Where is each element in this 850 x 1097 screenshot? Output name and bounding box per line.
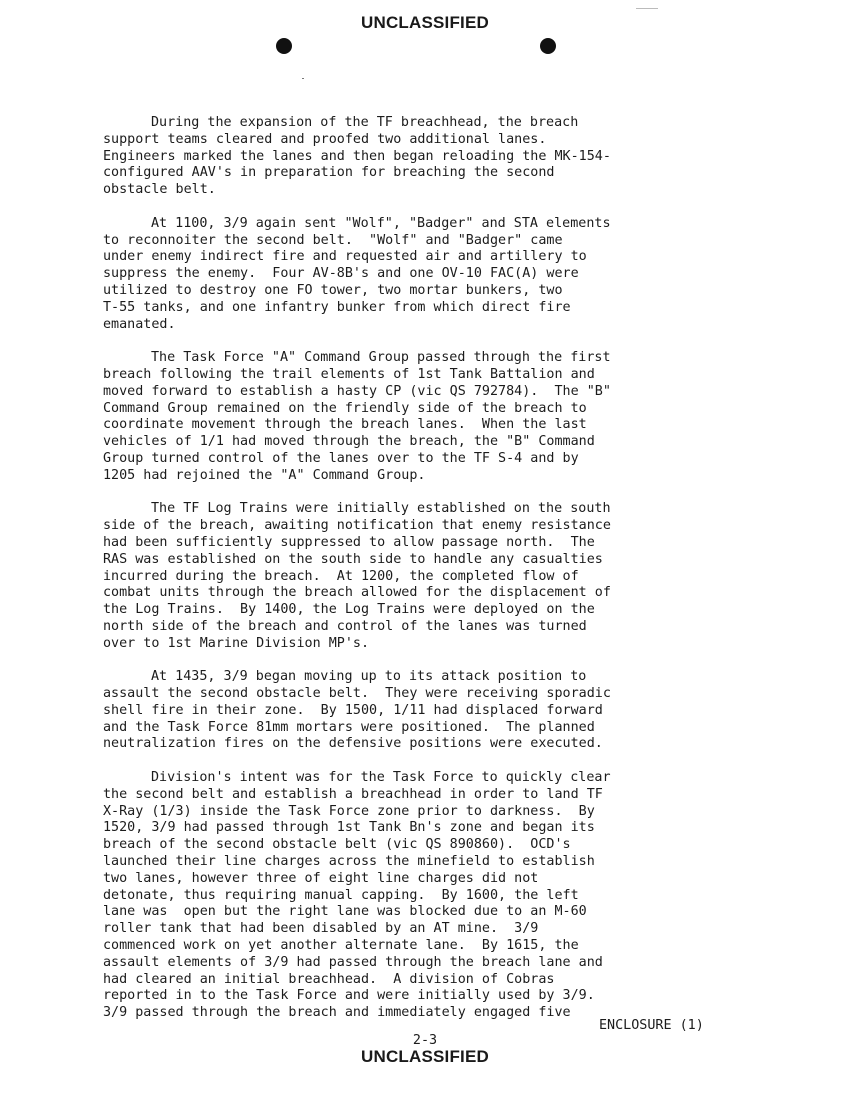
paragraph-line: The TF Log Trains were initially established on the south — [151, 501, 611, 517]
classification-footer: UNCLASSIFIED — [360, 1047, 490, 1066]
paragraph-line: breach of the second obstacle belt (vic QS 890860). OCD's — [103, 837, 571, 853]
paragraph-line: At 1435, 3/9 began moving up to its attack position to — [151, 669, 587, 685]
paragraph — [103, 669, 743, 753]
paragraph-line: and the Task Force 81mm mortars were positioned. The planned — [103, 719, 595, 735]
enclosure-label: ENCLOSURE (1) — [599, 1018, 704, 1033]
paragraph-line: Group turned control of the lanes over to the TF S-4 and by — [103, 450, 579, 466]
paragraph-line: lane was open but the right lane was blocked due to an M-60 — [103, 904, 587, 920]
punch-hole-left — [276, 38, 292, 54]
paragraph-line: assault the second obstacle belt. They were receiving sporadic — [103, 686, 611, 702]
paragraph-line: shell fire in their zone. By 1500, 1/11 had displaced forward — [103, 702, 603, 718]
paragraph-line: At 1100, 3/9 again sent "Wolf", "Badger" and STA elements — [151, 215, 611, 231]
paragraph-line: over to 1st Marine Division MP's. — [103, 635, 370, 651]
paragraph-line: coordinate movement through the breach lanes. When the last — [103, 417, 587, 433]
scan-speck — [636, 8, 658, 9]
paragraph — [103, 770, 743, 1022]
paragraph-line: incurred during the breach. At 1200, the completed flow of — [103, 568, 579, 584]
page-number: 2-3 — [412, 1033, 438, 1048]
paragraph — [103, 350, 743, 484]
document-body — [103, 115, 743, 1039]
paragraph-line: commenced work on yet another alternate lane. By 1615, the — [103, 938, 579, 954]
scan-speck — [302, 78, 304, 79]
paragraph-line: vehicles of 1/1 had moved through the breach, the "B" Command — [103, 434, 595, 450]
paragraph-line: During the expansion of the TF breachhead, the breach — [151, 115, 579, 130]
paragraph-line: the Log Trains. By 1400, the Log Trains were deployed on the — [103, 602, 595, 618]
paragraph-line: to reconnoiter the second belt. "Wolf" and "Badger" came — [103, 232, 563, 248]
paragraph-line: north side of the breach and control of the lanes was turned — [103, 618, 587, 634]
paragraph-line: 1520, 3/9 had passed through 1st Tank Bn's zone and began its — [103, 820, 595, 836]
paragraph-line: detonate, thus requiring manual capping. By 1600, the left — [103, 887, 579, 903]
paragraph-line: T-55 tanks, and one infantry bunker from which direct fire — [103, 299, 571, 315]
paragraph-line: launched their line charges across the minefield to establish — [103, 854, 595, 870]
paragraph-line: X-Ray (1/3) inside the Task Force zone prior to darkness. By — [103, 803, 595, 819]
punch-hole-right — [540, 38, 556, 54]
paragraph-line: side of the breach, awaiting notification that enemy resistance — [103, 518, 611, 534]
paragraph-line: Command Group remained on the friendly side of the breach to — [103, 400, 587, 416]
paragraph-line: two lanes, however three of eight line charges did not — [103, 870, 539, 886]
paragraph — [103, 501, 743, 652]
paragraph-line: 1205 had rejoined the "A" Command Group. — [103, 467, 426, 483]
paragraph-line: Division's intent was for the Task Force to quickly clear — [151, 770, 611, 786]
paragraph — [103, 216, 743, 334]
paragraph-line: suppress the enemy. Four AV-8B's and one OV-10 FAC(A) were — [103, 266, 579, 282]
paragraph-line: had cleared an initial breachhead. A division of Cobras — [103, 971, 555, 987]
paragraph-line: neutralization fires on the defensive positions were executed. — [103, 736, 603, 752]
paragraph-line: The Task Force "A" Command Group passed through the first — [151, 350, 611, 366]
paragraph-line: assault elements of 3/9 had passed through the breach lane and — [103, 954, 603, 970]
paragraph-line: emanated. — [103, 316, 176, 332]
paragraph-line: had been sufficiently suppressed to allow passage north. The — [103, 534, 595, 550]
paragraph-line: roller tank that had been disabled by an AT mine. 3/9 — [103, 921, 539, 937]
paragraph-line: 3/9 passed through the breach and immediately engaged five — [103, 1005, 571, 1021]
paragraph-line: configured AAV's in preparation for breaching the second — [103, 165, 555, 181]
classification-header: UNCLASSIFIED — [360, 13, 490, 32]
paragraph-line: the second belt and establish a breachhead in order to land TF — [103, 786, 603, 802]
paragraph-line: combat units through the breach allowed for the displacement of — [103, 585, 611, 601]
paragraph-line: RAS was established on the south side to handle any casualties — [103, 551, 603, 567]
paragraph-line: under enemy indirect fire and requested air and artillery to — [103, 249, 587, 265]
paragraph-line: breach following the trail elements of 1st Tank Battalion and — [103, 366, 595, 382]
paragraph-line: moved forward to establish a hasty CP (vic QS 792784). The "B" — [103, 383, 611, 399]
paragraph-line: support teams cleared and proofed two additional lanes. — [103, 131, 547, 147]
paragraph-line: reported in to the Task Force and were initially used by 3/9. — [103, 988, 595, 1004]
paragraph-line: Engineers marked the lanes and then began reloading the MK-154- — [103, 148, 611, 164]
paragraph-line: obstacle belt. — [103, 182, 216, 198]
paragraph — [103, 115, 743, 199]
paragraph-line: utilized to destroy one FO tower, two mortar bunkers, two — [103, 282, 563, 298]
